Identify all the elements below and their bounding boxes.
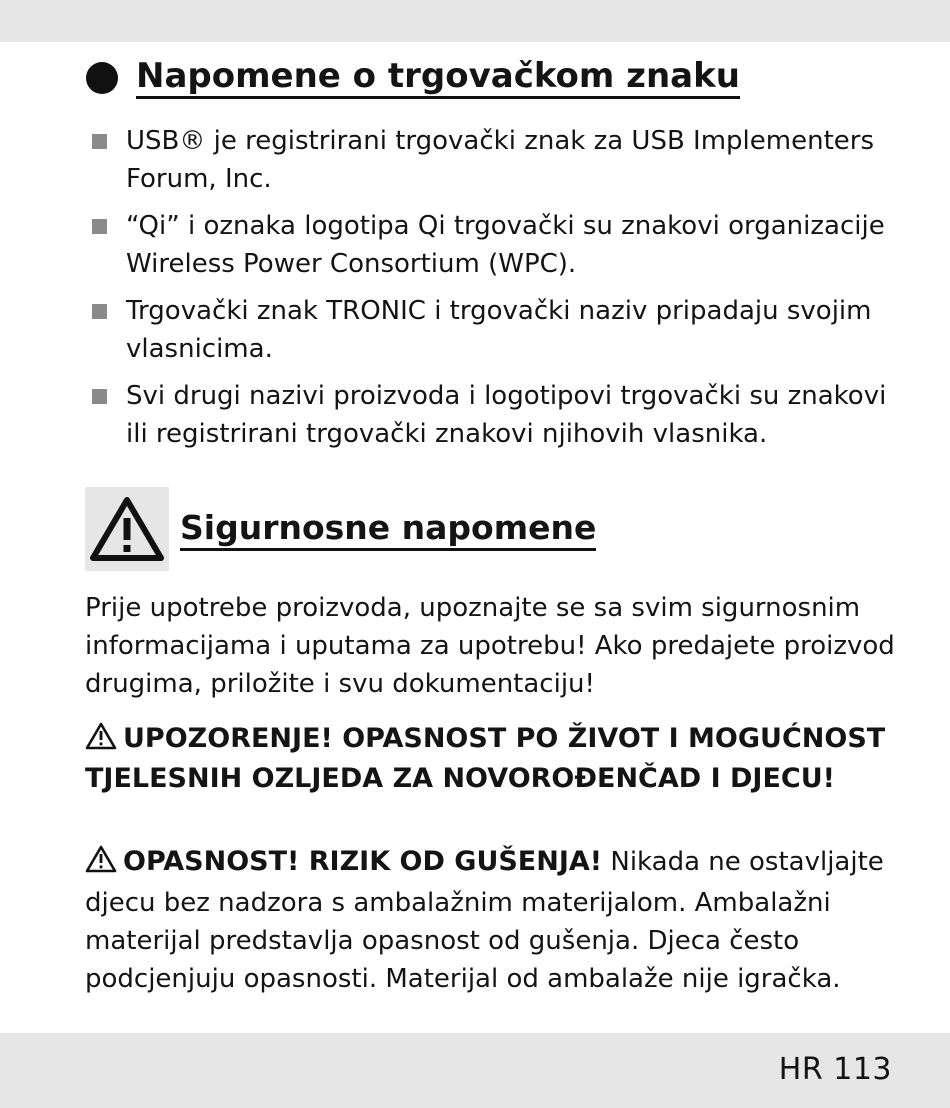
- gray-square-icon: [92, 134, 107, 149]
- list-item-text: Trgovački znak TRONIC i trgovački naziv pripadaju svojim vlasnicima.: [126, 296, 872, 364]
- warning-triangle-icon: [85, 722, 117, 760]
- top-band: [0, 0, 950, 42]
- gray-square-icon: [92, 304, 107, 319]
- warning-text-2: Nikada ne ostavljajte djecu bez nadzora s ambalažnim materijalom. Ambalažni materijal predstavlja opasnost od gušenja. Djeca često podcjenjuju opasnosti. Materijal od ambalaže nije igračka.: [85, 847, 884, 994]
- gray-square-icon: [92, 389, 107, 404]
- list-item: [90, 377, 910, 453]
- filled-circle-icon: [86, 62, 118, 94]
- safety-intro: Prije upotrebe proizvoda, upoznajte se sa svim sigurnosnim informacijama i uputama za upotrebu! Ako predajete proizvod drugima, priložite i svu dokumentaciju!: [85, 593, 895, 699]
- warning-label-2: OPASNOST! RIZIK OD GUŠENJA!: [123, 846, 603, 877]
- warning-triangle-icon: [85, 845, 117, 884]
- warning-text-1: UPOZORENJE! OPASNOST PO ŽIVOT I MOGUĆNOST TJELESNIH OZLJEDA ZA NOVOROĐENČAD I DJECU!: [85, 723, 886, 794]
- warning-triangle-icon: [85, 487, 169, 571]
- warning-block-2: [85, 843, 925, 998]
- list-item: [90, 207, 910, 283]
- safety-heading: Sigurnosne napomene: [180, 508, 596, 551]
- list-item: [90, 292, 910, 368]
- trademark-list: [90, 122, 910, 462]
- list-item-text: “Qi” i oznaka logotipa Qi trgovački su znakovi organizacije Wireless Power Consortium (WPC).: [126, 211, 885, 279]
- list-item-text: USB® je registrirani trgovački znak za USB Implementers Forum, Inc.: [126, 126, 875, 194]
- trademark-heading-row: [86, 56, 740, 99]
- trademark-heading: Napomene o trgovačkom znaku: [136, 56, 740, 99]
- list-item: [90, 122, 910, 198]
- warning-block-1: [85, 720, 925, 797]
- gray-square-icon: [92, 219, 107, 234]
- list-item-text: Svi drugi nazivi proizvoda i logotipovi trgovački su znakovi ili registrirani trgovački znakovi njihovih vlasnika.: [126, 381, 887, 449]
- page-number: HR 113: [778, 1052, 892, 1087]
